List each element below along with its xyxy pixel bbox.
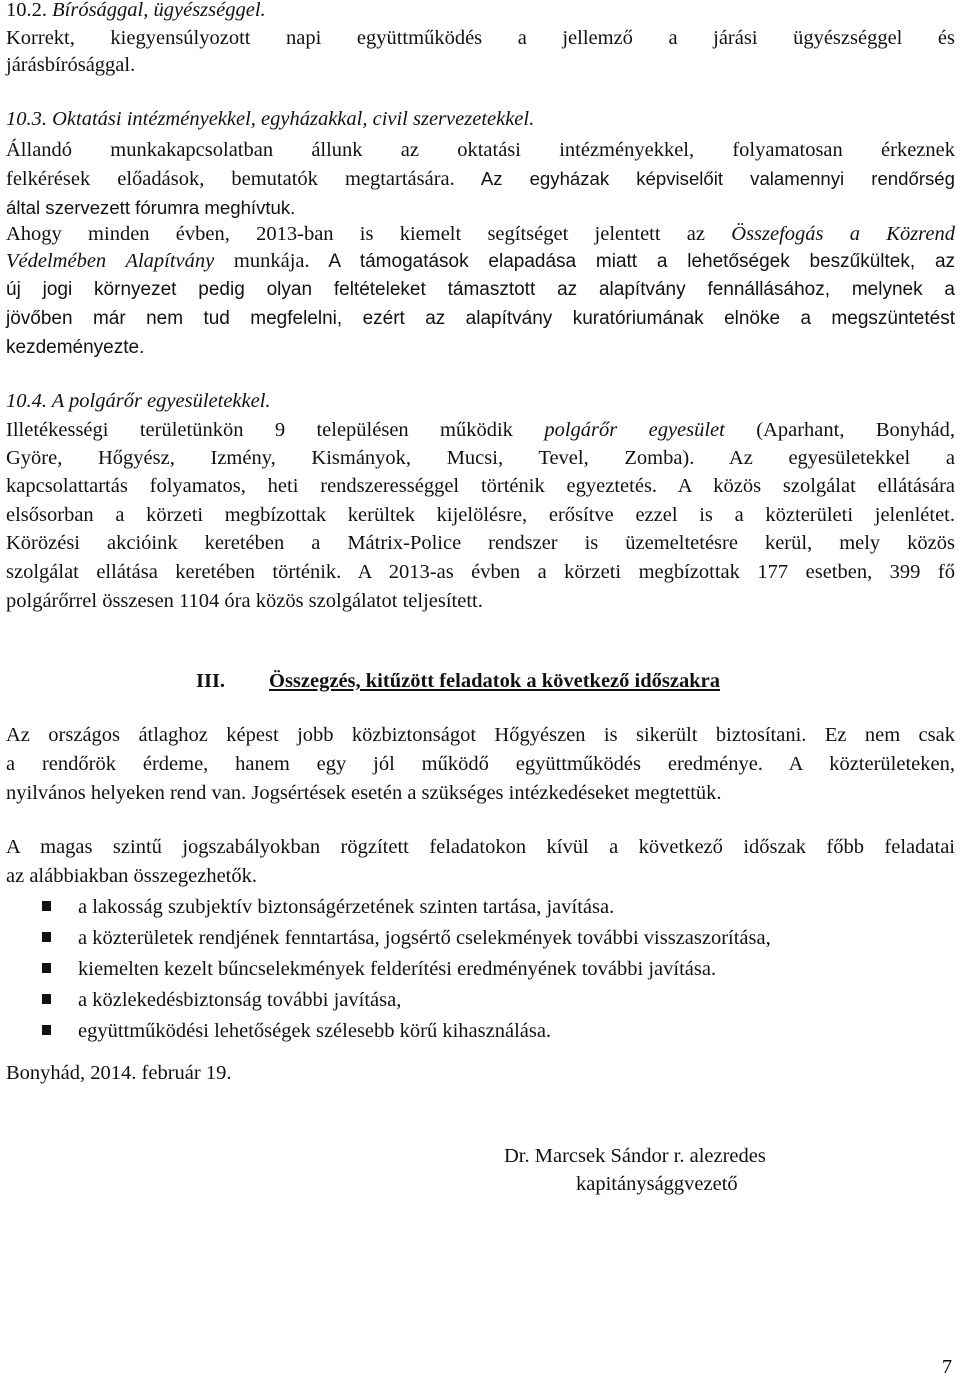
section-10-4-line-2: Györe, Hőgyész, Izmény, Kismányok, Mucsi, Tevel, Zomba). Az egyesületekkel a — [6, 447, 955, 469]
task-list — [42, 893, 771, 1048]
section-10-2-line-1: Korrekt, kiegyensúlyozott napi együttműködés a jellemző a járási ügyészséggel és — [6, 27, 955, 49]
section-10-4-line-1: Illetékességi területünkön 9 településen működik polgárőr egyesület (Aparhant, Bonyhád, — [6, 419, 955, 441]
list-item: kiemelten kezelt bűncselekmények felderítési eredményének további javítása. — [42, 955, 771, 986]
section-10-3-line-8: kezdeményezte. — [6, 337, 145, 358]
place-date: Bonyhád, 2014. február 19. — [6, 1062, 232, 1084]
signature-name: Dr. Marcsek Sándor r. alezredes — [504, 1145, 766, 1167]
tasks-line-2: az alábbiakban összegezhetők. — [6, 865, 258, 887]
tasks-line-1: A magas szintű jogszabályokban rögzített feladatokon kívül a következő időszak főbb feladatai — [6, 836, 955, 858]
list-item: a közlekedésbiztonság további javítása, — [42, 986, 771, 1017]
bullet-square-icon — [42, 901, 51, 911]
section-10-4-line-7: polgárőrrel összesen 1104 óra közös szolgálatot teljesített. — [6, 590, 483, 612]
part-3-heading: III. Összegzés, kitűzött feladatok a következő időszakra — [196, 670, 720, 692]
bullet-square-icon — [42, 963, 51, 973]
bullet-square-icon — [42, 932, 51, 942]
section-10-3-line-5: Védelmében Alapítvány munkája. A támogatások elapadása miatt a lehetőségek beszűkültek, az — [6, 250, 956, 272]
summary-line-3: nyilvános helyeken rend van. Jogsértések esetén a szükséges intézkedéseket megtettük. — [6, 782, 722, 804]
section-10-2-line-2: járásbírósággal. — [6, 54, 136, 76]
list-item: együttműködési lehetőségek szélesebb körű kihasználása. — [42, 1017, 771, 1048]
section-10-3-line-7: jövőben már nem tud megfelelni, ezért az alapítvány kuratóriumának elnöke a megszüntetést — [6, 308, 955, 329]
section-10-4-line-3: kapcsolattartás folyamatos, heti rendszerességgel történik egyeztetés. A közös szolgálat ellátására — [6, 475, 955, 497]
section-10-3-line-4: Ahogy minden évben, 2013-ban is kiemelt segítséget jelentett az Összefogás a Közrend — [6, 223, 955, 245]
section-10-3-line-1: Állandó munkakapcsolatban állunk az oktatási intézményekkel, folyamatosan érkeznek — [6, 139, 955, 161]
signature-role: kapitánysággvezető — [576, 1173, 738, 1195]
bullet-square-icon — [42, 994, 51, 1004]
section-10-3-line-6: új jogi környezet pedig olyan feltételeket támasztott az alapítvány fennállásához, melynek a — [6, 279, 955, 300]
bullet-square-icon — [42, 1025, 51, 1035]
section-10-4-line-6: szolgálat ellátása keretében történik. A 2013-as évben a körzeti megbízottak 177 esetben, 399 fő — [6, 561, 955, 583]
summary-line-1: Az országos átlaghoz képest jobb közbiztonságot Hőgyészen is sikerült biztosítani. Ez nem csak — [6, 724, 955, 746]
summary-line-2: a rendőrök érdeme, hanem egy jól működő együttműködés eredménye. A közterületeken, — [6, 753, 955, 775]
section-10-2-heading: 10.2. Bírósággal, ügyészséggel. — [6, 0, 266, 21]
list-item: a közterületek rendjének fenntartása, jogsértő cselekmények további visszaszorítása, — [42, 924, 771, 955]
section-10-4-line-5: Körözési akcióink keretében a Mátrix-Police rendszer is üzemeltetésre kerül, mely közös — [6, 532, 955, 554]
page-number: 7 — [942, 1356, 952, 1378]
section-10-3-heading: 10.3. Oktatási intézményekkel, egyházakkal, civil szervezetekkel. — [6, 108, 535, 130]
section-10-3-line-2: felkérések előadások, bemutatók megtartására. Az egyházak képviselőit valamennyi rendőrség — [6, 168, 955, 190]
section-10-4-heading: 10.4. A polgárőr egyesületekkel. — [6, 390, 271, 412]
list-item: a lakosság szubjektív biztonságérzetének szinten tartása, javítása. — [42, 893, 771, 924]
section-10-4-line-4: elsősorban a körzeti megbízottak kerültek kijelölésre, erősítve ezzel is a közterületi jelenlétet. — [6, 504, 955, 526]
section-10-3-line-3: által szervezett fórumra meghívtuk. — [6, 197, 296, 218]
